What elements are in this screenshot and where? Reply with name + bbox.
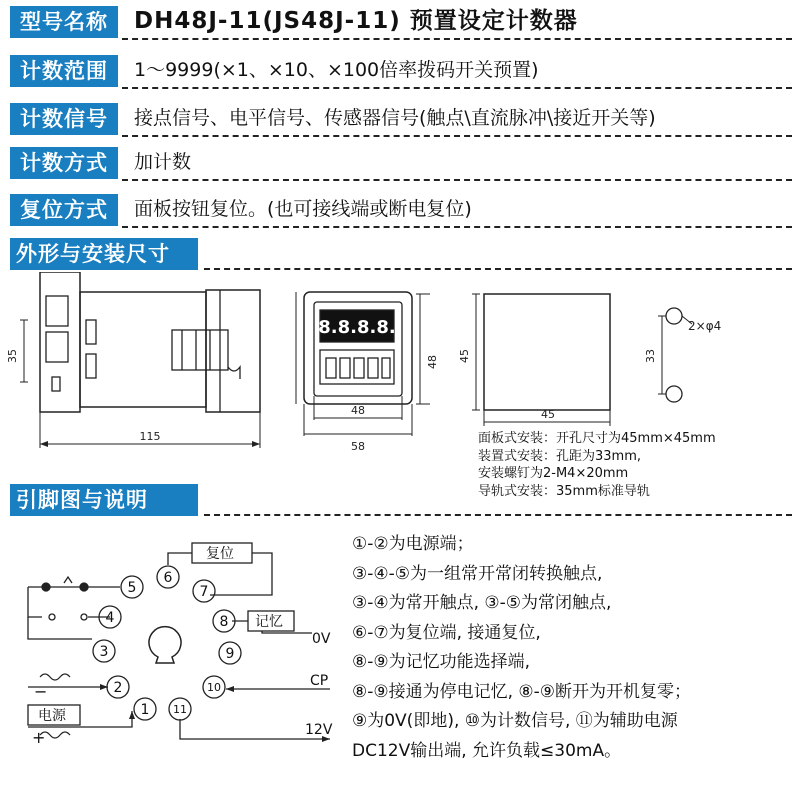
- mounting-holes-drawing: [658, 308, 692, 402]
- pin-7-label: 7: [199, 584, 209, 600]
- panel-width-label: 45: [541, 408, 555, 421]
- dashed-divider: [122, 135, 792, 137]
- pin-9-label: 9: [225, 646, 235, 662]
- pin-note: ⑧-⑨为记忆功能选择端,: [352, 652, 531, 672]
- pin-3-label: 3: [99, 644, 109, 660]
- spec-label: 复位方式: [10, 194, 118, 226]
- pin-note: ⑧-⑨接通为停电记忆, ⑧-⑨断开为开机复零；: [352, 681, 692, 702]
- spec-label: 型号名称: [10, 6, 118, 38]
- dashed-divider: [122, 38, 792, 40]
- panel-height-label: 45: [458, 349, 471, 363]
- front-display-digits: 8.8.8.8.: [318, 317, 396, 338]
- dashed-divider: [122, 87, 792, 89]
- spec-row-range: [0, 53, 800, 89]
- zero-v-label: 0V: [312, 631, 331, 647]
- front-inner-width-label: 48: [351, 404, 365, 417]
- spec-value: 接点信号、电平信号、传感器信号(触点\直流脉冲\接近开关等): [134, 107, 656, 129]
- reset-label: 复位: [206, 546, 234, 562]
- pin-11-label: 11: [173, 703, 187, 716]
- spec-value: 面板按钮复位。(也可接线端或断电复位): [134, 198, 472, 220]
- install-notes: [478, 430, 716, 500]
- pin-note: DC12V输出端, 允许负载≤30mA。: [352, 740, 622, 761]
- spec-row-model: [0, 4, 800, 40]
- spec-row-mode: [0, 145, 800, 181]
- power-label: 电源: [38, 708, 66, 724]
- wiring-section-title: 引脚图与说明: [10, 484, 198, 516]
- minus-label: −: [34, 682, 48, 701]
- pin-8-label: 8: [219, 614, 229, 630]
- spec-value: 1～9999(×1、×10、×100倍率拨码开关预置): [134, 59, 539, 81]
- dashed-divider: [122, 226, 792, 228]
- pin-4-label: 4: [105, 610, 115, 626]
- side-length-label: 115: [139, 430, 161, 443]
- pin-6-label: 6: [163, 570, 173, 586]
- plus-label: +: [32, 728, 46, 747]
- front-height-label: 48: [426, 355, 439, 369]
- spec-row-signal: [0, 101, 800, 137]
- front-outer-width-label: 58: [351, 440, 365, 453]
- spec-label: 计数方式: [10, 147, 118, 179]
- dashed-divider: [204, 268, 792, 270]
- twelve-v-label: 12V: [305, 722, 333, 738]
- pin-note: ③-④为常开触点, ③-⑤为常闭触点,: [352, 593, 612, 613]
- spec-row-reset: [0, 192, 800, 228]
- pin-note: ⑥-⑦为复位端, 接通复位,: [352, 622, 541, 643]
- install-note: 装置式安装：孔距为33mm,: [478, 448, 642, 464]
- pin-5-label: 5: [127, 580, 137, 596]
- pin-note: ①-②为电源端；: [352, 534, 474, 554]
- pin-notes: [352, 530, 691, 766]
- side-view-drawing: [20, 272, 260, 448]
- install-note: 面板式安装：开孔尺寸为45mm×45mm: [478, 431, 716, 446]
- wiring-labels: [0, 525, 345, 775]
- pin-note: ⑨为0V(即地), ⑩为计数信号, ⑪为辅助电源: [352, 711, 678, 731]
- pin-note: ③-④-⑤为一组常开常闭转换触点,: [352, 563, 603, 584]
- pin-1-label: 1: [140, 702, 150, 718]
- dashed-divider: [204, 514, 792, 516]
- pin-10-label: 10: [207, 681, 221, 694]
- spec-value: DH48J-11(JS48J-11) 预置设定计数器: [134, 8, 578, 34]
- dashed-divider: [122, 179, 792, 181]
- hole-spacing-label: 33: [644, 349, 657, 363]
- spec-value: 加计数: [134, 151, 192, 173]
- spec-label: 计数信号: [10, 103, 118, 135]
- cp-label: CP: [310, 673, 329, 689]
- hole-size-label: 2×φ4: [688, 319, 722, 333]
- install-note: 导轨式安装：35mm标准导轨: [478, 483, 650, 499]
- panel-cutout-drawing: [472, 294, 610, 426]
- install-note: 安装螺钉为2-M4×20mm: [478, 466, 629, 481]
- dimensions-section-title: 外形与安装尺寸: [10, 238, 198, 270]
- spec-label: 计数范围: [10, 55, 118, 87]
- side-height-label: 35: [6, 349, 19, 363]
- memory-label: 记忆: [255, 614, 283, 630]
- pin-2-label: 2: [113, 680, 123, 696]
